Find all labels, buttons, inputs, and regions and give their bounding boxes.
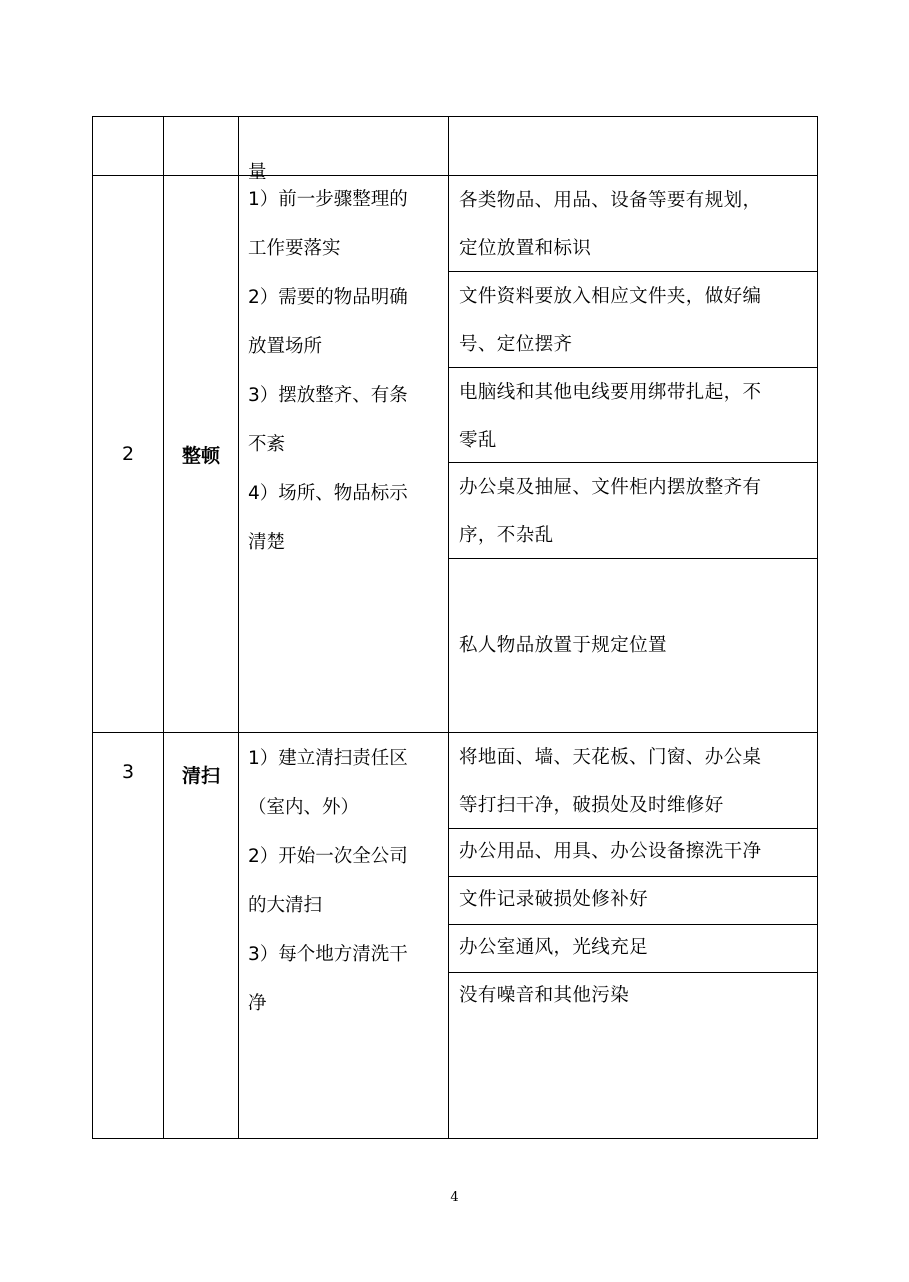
standard-item [448, 828, 818, 877]
standard-item [448, 924, 818, 973]
standard-line: 零乱 [459, 430, 497, 451]
standard-line: 序，不杂乱 [459, 525, 554, 546]
section-title-text: 整顿 [181, 444, 220, 467]
step-line: 不紊 [248, 434, 286, 455]
standard-line: 定位放置和标识 [459, 238, 592, 259]
step-line: 1）前一步骤整理的 [248, 189, 408, 210]
step-line: 3）摆放整齐、有条 [248, 385, 408, 406]
step-line: 3）每个地方清洗干 [248, 944, 408, 965]
standard-line: 文件资料要放入相应文件夹，做好编 [459, 286, 762, 307]
standard-line: 号、定位摆齐 [459, 334, 573, 355]
standard-item [448, 175, 818, 272]
standard-item [448, 462, 818, 559]
step-line: （室内、外） [248, 797, 360, 818]
standard-line: 办公桌及抽屉、文件柜内摆放整齐有 [459, 477, 762, 498]
section-steps [238, 732, 449, 1139]
standard-item [448, 271, 818, 368]
section-title-text: 清扫 [181, 765, 220, 787]
step-line: 2）开始一次全公司 [248, 846, 408, 867]
standard-item [448, 876, 818, 925]
standard-item [448, 558, 818, 733]
standard-line: 等打扫干净，破损处及时维修好 [459, 795, 724, 816]
standard-line: 文件记录破损处修补好 [459, 889, 649, 910]
section-steps [238, 175, 449, 733]
section-number-text: 3 [121, 761, 135, 783]
continuation-title-cell [163, 116, 239, 176]
standards-table [93, 117, 818, 1139]
step-line: 2）需要的物品明确 [248, 287, 408, 308]
standard-line: 将地面、墙、天花板、门窗、办公桌 [459, 747, 762, 768]
standard-item [448, 367, 818, 463]
standard-line: 各类物品、用品、设备等要有规划， [459, 190, 762, 211]
step-line: 放置场所 [248, 336, 323, 357]
page-number: 4 [450, 1190, 459, 1205]
step-line: 清楚 [248, 532, 286, 553]
section-number-text: 2 [121, 443, 135, 465]
standard-item [448, 732, 818, 829]
standard-line: 私人物品放置于规定位置 [459, 634, 667, 656]
step-line: 4）场所、物品标示 [248, 483, 408, 504]
standard-line: 电脑线和其他电线要用绑带扎起，不 [459, 382, 762, 403]
section-number [92, 175, 164, 733]
standard-line: 办公室通风，光线充足 [459, 937, 649, 958]
continuation-text: 量 [248, 162, 267, 183]
continuation-number-cell [92, 116, 164, 176]
standard-line: 没有噪音和其他污染 [459, 985, 630, 1006]
section-number [92, 732, 164, 1139]
standard-line: 办公用品、用具、办公设备擦洗干净 [459, 841, 762, 862]
step-line: 的大清扫 [248, 895, 323, 916]
section-title [163, 175, 239, 733]
continuation-standard-cell [448, 116, 818, 176]
section-title [163, 732, 239, 1139]
step-line: 1）建立清扫责任区 [248, 748, 408, 769]
continuation-steps-cell [238, 116, 449, 183]
step-line: 工作要落实 [248, 238, 341, 259]
step-line: 净 [248, 993, 267, 1014]
standard-item [448, 972, 818, 1139]
